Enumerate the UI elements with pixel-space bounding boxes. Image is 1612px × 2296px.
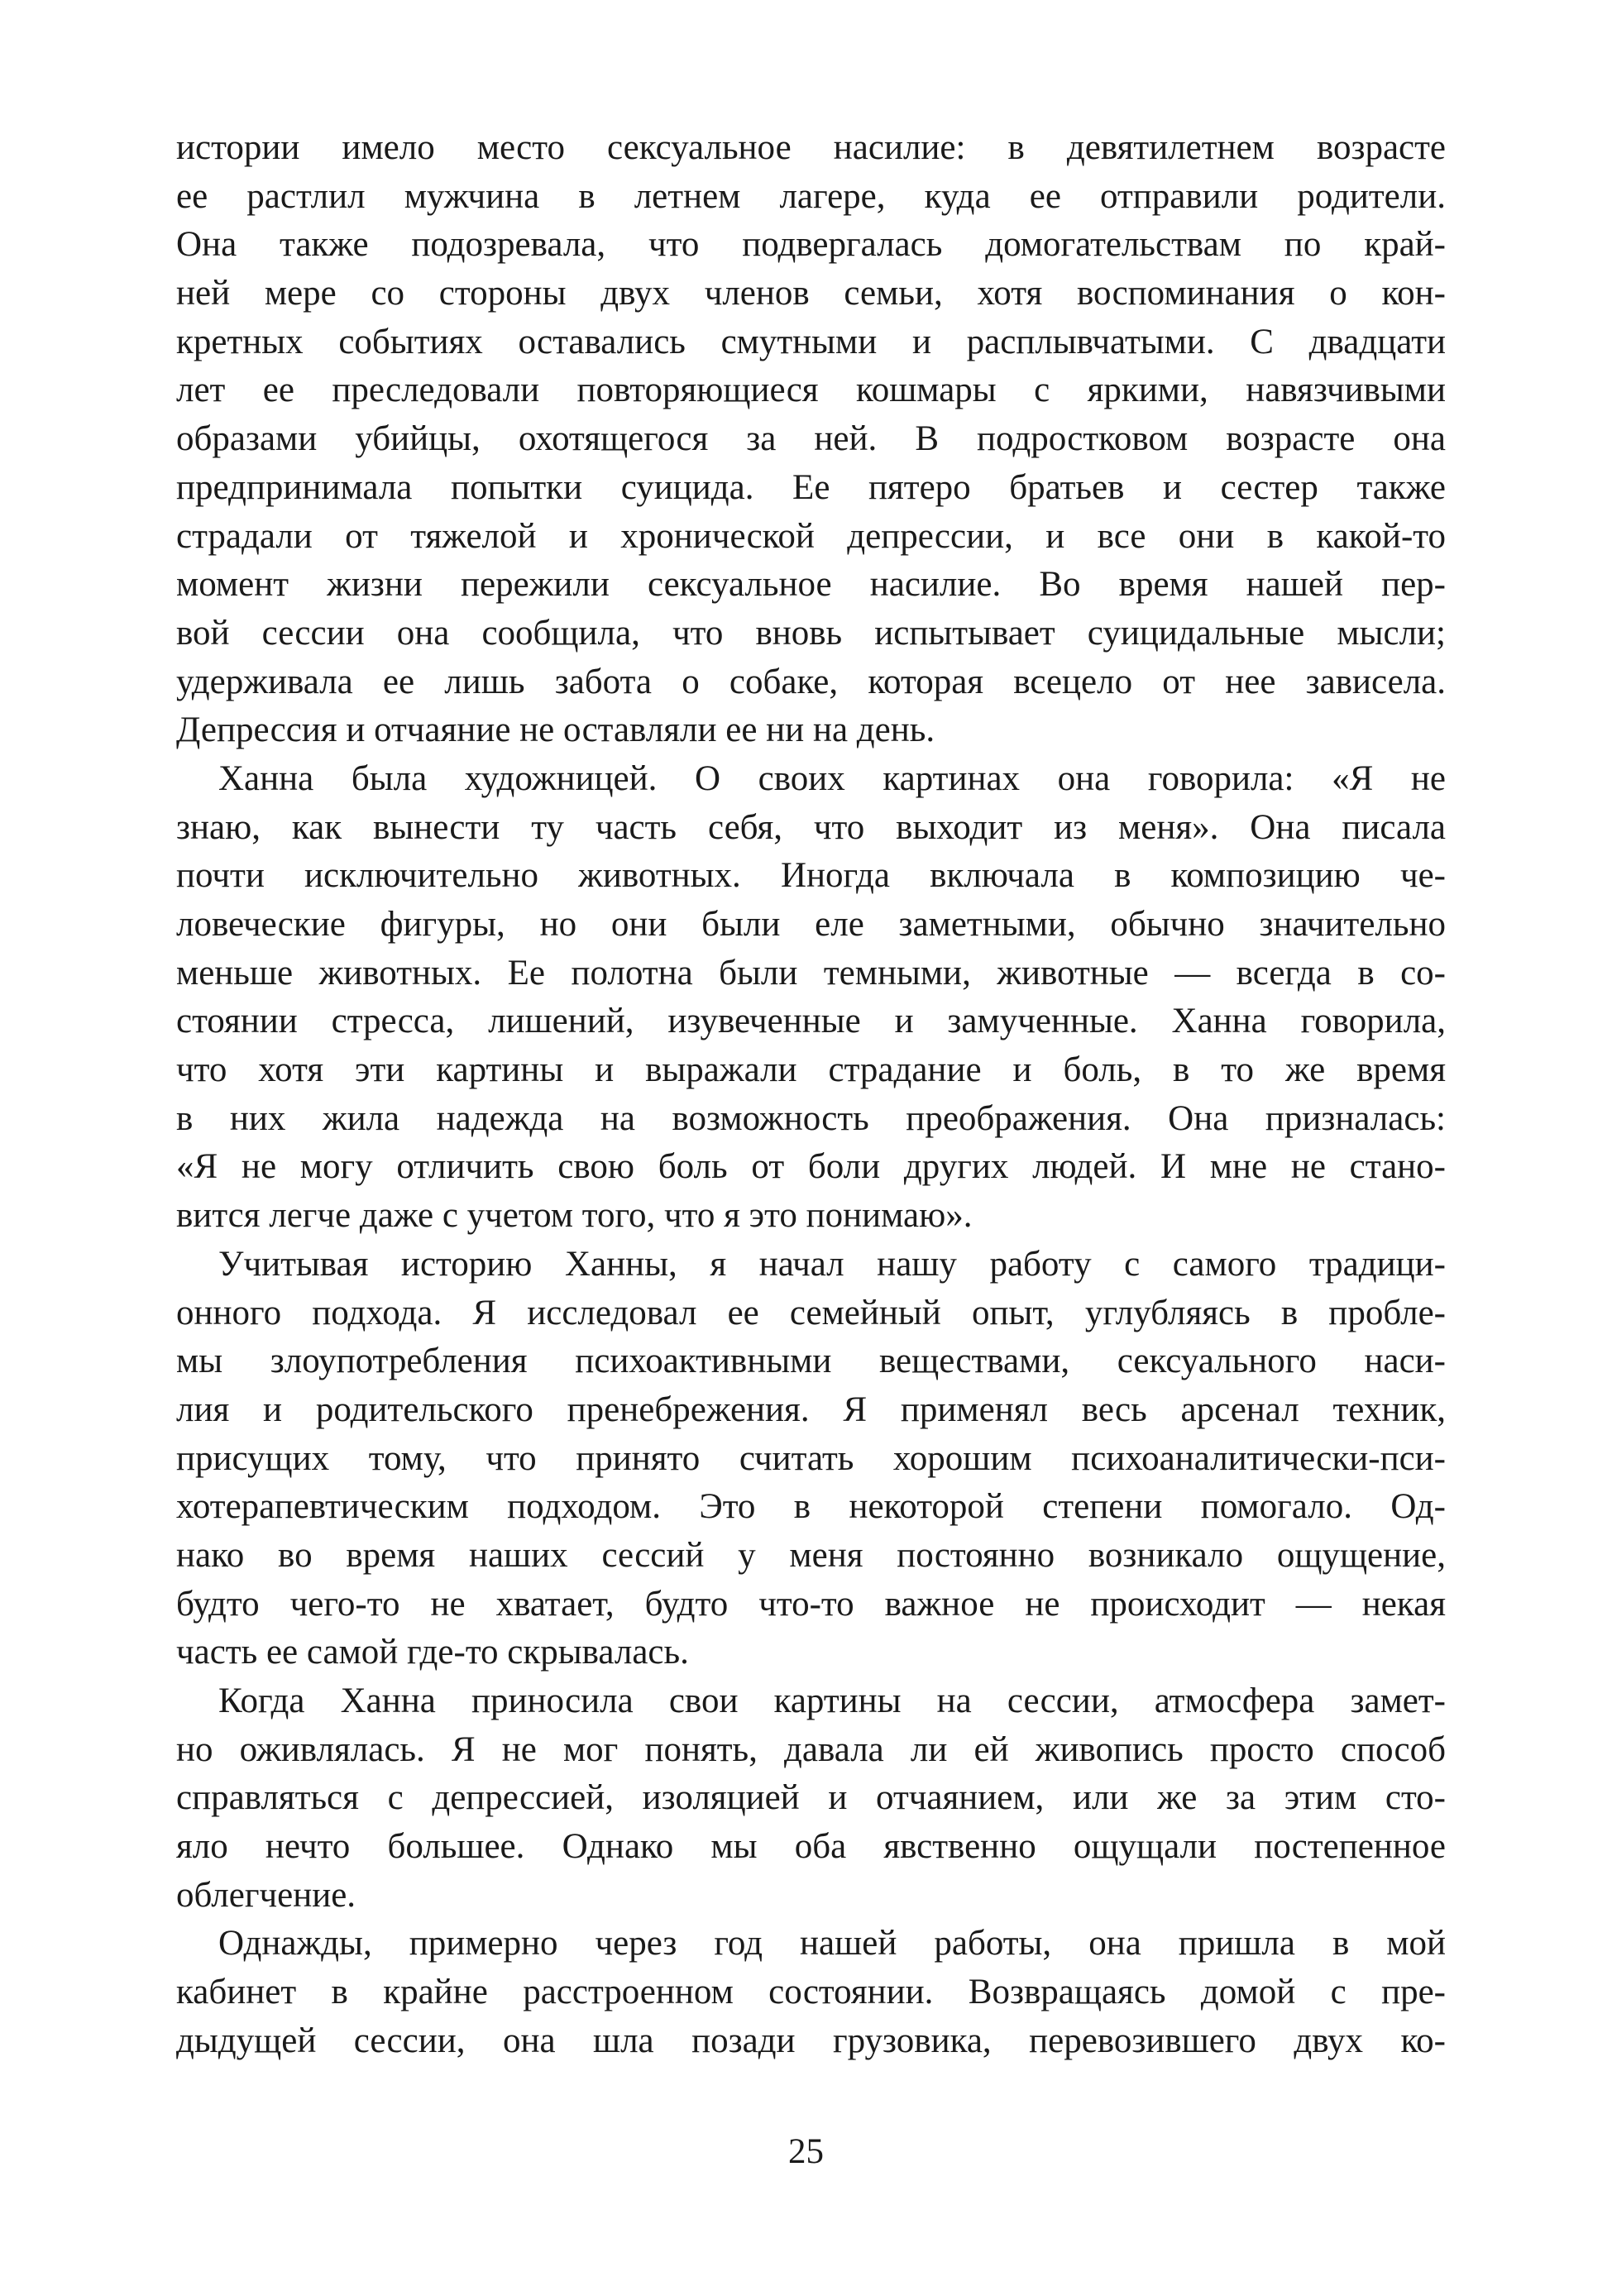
text-line: вой сессии она сообщила, что вновь испытывает суицидальные мысли;: [176, 613, 1446, 653]
text-line: вится легче даже с учетом того, что я это понимаю».: [176, 1196, 973, 1236]
text-line: присущих тому, что принято считать хорошим психоаналитически-пси-: [176, 1438, 1446, 1478]
text-line: Однажды, примерно через год нашей работы, она пришла в мой: [218, 1924, 1446, 1964]
text-line: удерживала ее лишь забота о собаке, которая всецело от нее зависела.: [176, 662, 1446, 701]
text-line: онного подхода. Я исследовал ее семейный опыт, углубляясь в пробле-: [176, 1293, 1446, 1332]
text-line: лет ее преследовали повторяющиеся кошмары с яркими, навязчивыми: [176, 371, 1446, 410]
body-text: [176, 124, 1446, 2066]
text-line: ловеческие фигуры, но они были еле заметными, обычно значительно: [176, 905, 1446, 944]
text-line: истории имело место сексуальное насилие: в девятилетнем возрасте: [176, 128, 1446, 167]
text-line: знаю, как вынести ту часть себя, что выходит из меня». Она писала: [176, 807, 1446, 847]
text-line: будто чего-то не хватает, будто что-то важное не происходит — некая: [176, 1584, 1446, 1624]
text-line: кретных событиях оставались смутными и расплывчатыми. С двадцати: [176, 322, 1446, 361]
text-line: в них жила надежда на возможность преображения. Она призналась:: [176, 1098, 1446, 1138]
text-line: облегчение.: [176, 1875, 356, 1915]
text-line: кабинет в крайне расстроенном состоянии. Возвращаясь домой с пре-: [176, 1973, 1446, 2012]
text-line: стоянии стресса, лишений, изувеченные и замученные. Ханна говорила,: [176, 1002, 1446, 1041]
text-line: «Я не могу отличить свою боль от боли других людей. И мне не стано-: [176, 1147, 1446, 1187]
text-line: лия и родительского пренебрежения. Я применял весь арсенал техник,: [176, 1390, 1446, 1429]
text-line: момент жизни пережили сексуальное насилие. Во время нашей пер-: [176, 565, 1446, 605]
text-line: Ханна была художницей. О своих картинах она говорила: «Я не: [218, 758, 1446, 798]
text-line: но оживлялась. Я не мог понять, давала ли ей живопись просто способ: [176, 1729, 1446, 1769]
text-line: часть ее самой где-то скрывалась.: [176, 1633, 689, 1672]
text-line: нако во время наших сессий у меня постоянно возникало ощущение,: [176, 1535, 1446, 1575]
text-line: что хотя эти картины и выражали страдание и боль, в то же время: [176, 1050, 1446, 1090]
text-line: Депрессия и отчаяние не оставляли ее ни на день.: [176, 710, 935, 750]
text-line: страдали от тяжелой и хронической депрессии, и все они в какой-то: [176, 516, 1446, 556]
text-line: образами убийцы, охотящегося за ней. В подростковом возрасте она: [176, 419, 1446, 459]
text-line: ее растлил мужчина в летнем лагере, куда ее отправили родители.: [176, 176, 1446, 216]
text-line: мы злоупотребления психоактивными веществами, сексуального наси-: [176, 1342, 1446, 1381]
text-line: ней мере со стороны двух членов семьи, хотя воспоминания о кон-: [176, 274, 1446, 313]
text-line: хотерапевтическим подходом. Это в некоторой степени помогало. Од-: [176, 1487, 1446, 1527]
text-line: справляться с депрессией, изоляцией и отчаянием, или же за этим сто-: [176, 1778, 1446, 1818]
text-line: Учитывая историю Ханны, я начал нашу работу с самого традици-: [218, 1244, 1446, 1284]
text-line: почти исключительно животных. Иногда включала в композицию че-: [176, 856, 1446, 896]
text-line: меньше животных. Ее полотна были темными, животные — всегда в со-: [176, 953, 1446, 993]
text-line: яло нечто большее. Однако мы оба явственно ощущали постепенное: [176, 1827, 1446, 1867]
text-line: дыдущей сессии, она шла позади грузовика, перевозившего двух ко-: [176, 2021, 1446, 2060]
page-number: 25: [788, 2132, 824, 2171]
text-line: предпринимала попытки суицида. Ее пятеро братьев и сестер также: [176, 467, 1446, 507]
text-line: Когда Ханна приносила свои картины на сессии, атмосфера замет-: [218, 1681, 1446, 1720]
text-line: Она также подозревала, что подвергалась домогательствам по край-: [176, 225, 1446, 265]
